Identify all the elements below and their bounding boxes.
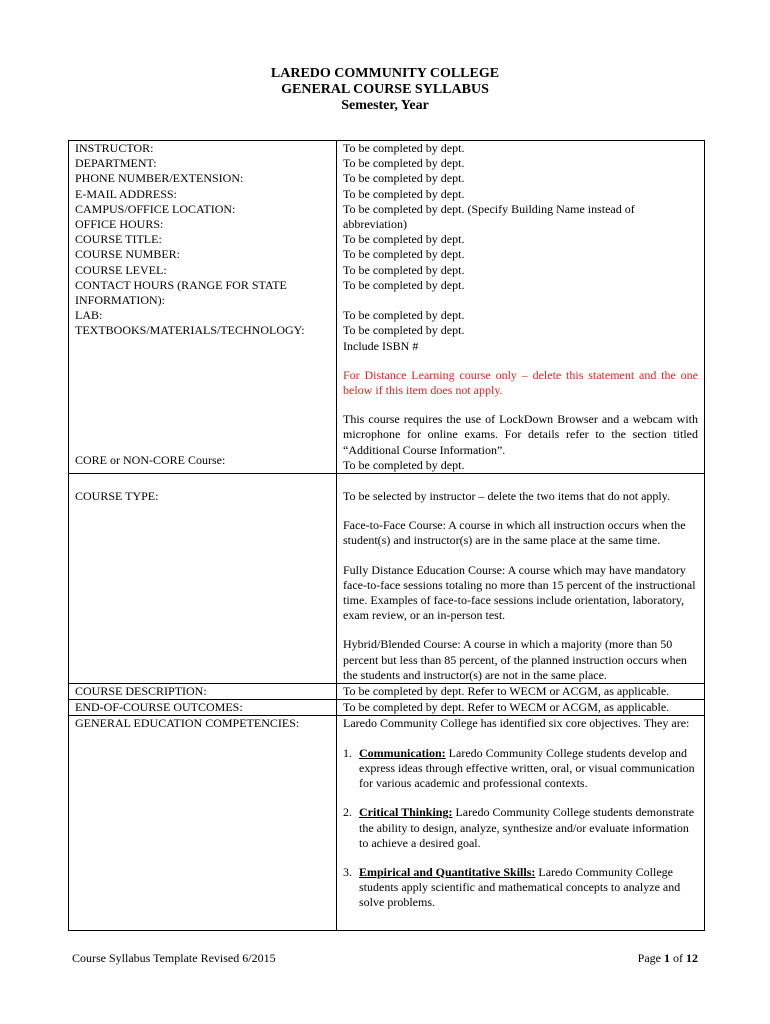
gen-ed-value-cell: [337, 716, 705, 931]
course-type-label-cell: [69, 474, 337, 684]
competency-title: Empirical and Quantitative Skills:: [359, 864, 536, 879]
core-label: CORE or NON-CORE Course:: [75, 452, 226, 467]
department-value: To be completed by dept.: [343, 156, 465, 171]
lab-label: LAB:: [75, 308, 103, 323]
competency-title: Critical Thinking:: [359, 805, 453, 820]
template-revision: Course Syllabus Template Revised 6/2015: [72, 951, 276, 965]
fully-distance-definition: Fully Distance Education Course: A course which may have mandatory face-to-face sessions totaling no more than 15 percent of the instructional time. Examples of face-to-face sessions include orientation, laboratory, exam review, or an in-person test.: [343, 562, 696, 623]
list-item: [343, 805, 698, 851]
table-row: [69, 700, 705, 716]
course-title-label: COURSE TITLE:: [75, 232, 162, 247]
course-type-value-cell: [337, 474, 705, 684]
department-label: DEPARTMENT:: [75, 156, 157, 171]
college-name: LAREDO COMMUNITY COLLEGE: [270, 66, 500, 81]
gen-ed-label-cell: [69, 716, 337, 931]
competency-text: Laredo Community College students demonstrate the ability to design, analyze, synthesize and/or evaluate information to achieve a desired goal.: [359, 805, 695, 850]
email-label: E-MAIL ADDRESS:: [75, 186, 177, 201]
table-row: [69, 474, 705, 684]
isbn-note: Include ISBN #: [343, 338, 419, 353]
email-value: To be completed by dept.: [343, 186, 465, 201]
lab-value: To be completed by dept.: [343, 308, 465, 323]
course-level-value: To be completed by dept.: [343, 262, 465, 277]
phone-value: To be completed by dept.: [343, 171, 465, 186]
core-value: To be completed by dept.: [343, 457, 465, 472]
distance-learning-note: For Distance Learning course only – delete this statement and the one below if this item does not apply.: [343, 367, 698, 398]
course-description-label: COURSE DESCRIPTION:: [75, 684, 207, 699]
campus-value: To be completed by dept. (Specify Building Name instead of abbreviation): [343, 201, 635, 232]
competency-list: [343, 746, 698, 911]
page-footer: [72, 951, 698, 966]
course-description-value: To be completed by dept. Refer to WECM or ACGM, as applicable.: [343, 684, 670, 699]
table-row: [69, 716, 705, 931]
phone-label: PHONE NUMBER/EXTENSION:: [75, 171, 244, 186]
list-item: [343, 865, 698, 911]
values-block: [337, 141, 705, 474]
document-header: [0, 66, 770, 114]
instructor-label: INSTRUCTOR:: [75, 141, 154, 155]
campus-label: CAMPUS/OFFICE LOCATION:: [75, 201, 236, 216]
outcomes-value-cell: [337, 700, 705, 716]
contact-hours-label: CONTACT HOURS (RANGE FOR STATE INFORMATION):: [75, 277, 287, 308]
contact-hours-value: To be completed by dept.: [343, 277, 465, 292]
gen-ed-intro: Laredo Community College has identified six core objectives. They are:: [343, 716, 690, 731]
outcomes-label: END-OF-COURSE OUTCOMES:: [75, 700, 243, 715]
face-to-face-definition: Face-to-Face Course: A course in which all instruction occurs when the student(s) and instructor(s) are in the same place at the same time.: [343, 518, 686, 548]
course-number-value: To be completed by dept.: [343, 247, 465, 262]
course-type-intro: To be selected by instructor – delete the two items that do not apply.: [343, 489, 670, 504]
outcomes-value: To be completed by dept. Refer to WECM or ACGM, as applicable.: [343, 700, 670, 715]
syllabus-table: [68, 140, 705, 931]
description-label-cell: [69, 684, 337, 700]
list-number: 2.: [343, 805, 352, 820]
document-title: GENERAL COURSE SYLLABUS: [281, 82, 489, 97]
course-level-label: COURSE LEVEL:: [75, 262, 167, 277]
course-type-label: COURSE TYPE:: [75, 489, 159, 504]
competency-title: Communication:: [359, 745, 446, 760]
semester-year: Semester, Year: [341, 98, 429, 113]
list-number: 1.: [343, 745, 352, 760]
instructor-value: To be completed by dept.: [343, 141, 465, 155]
page-number: Page 1 of 12: [637, 951, 698, 965]
lockdown-browser-note: This course requires the use of LockDown Browser and a webcam with microphone for online exams. For details refer to the section titled “Additional Course Information”.: [343, 412, 698, 457]
outcomes-label-cell: [69, 700, 337, 716]
competency-text: Laredo Community College students apply scientific and mathematical concepts to analyze and solve problems.: [359, 864, 681, 910]
textbooks-value: To be completed by dept.: [343, 323, 465, 338]
labels-block: [69, 141, 337, 474]
office-hours-label: OFFICE HOURS:: [75, 217, 164, 232]
list-number: 3.: [343, 864, 352, 879]
course-title-value: To be completed by dept.: [343, 232, 465, 247]
description-value-cell: [337, 684, 705, 700]
textbooks-label: TEXTBOOKS/MATERIALS/TECHNOLOGY:: [75, 323, 305, 338]
table-row: [69, 141, 705, 474]
course-number-label: COURSE NUMBER:: [75, 247, 181, 262]
hybrid-definition: Hybrid/Blended Course: A course in which a majority (more than 50 percent but less than 85 percent, of the planned instruction occurs when the students and instructor(s) are not in the same place.: [343, 637, 687, 682]
table-row: [69, 684, 705, 700]
list-item: [343, 746, 698, 792]
competency-text: Laredo Community College students develop and express ideas through effective written, oral, or visual communication for various academic and professional contexts.: [359, 745, 695, 791]
gen-ed-label: GENERAL EDUCATION COMPETENCIES:: [75, 716, 300, 731]
